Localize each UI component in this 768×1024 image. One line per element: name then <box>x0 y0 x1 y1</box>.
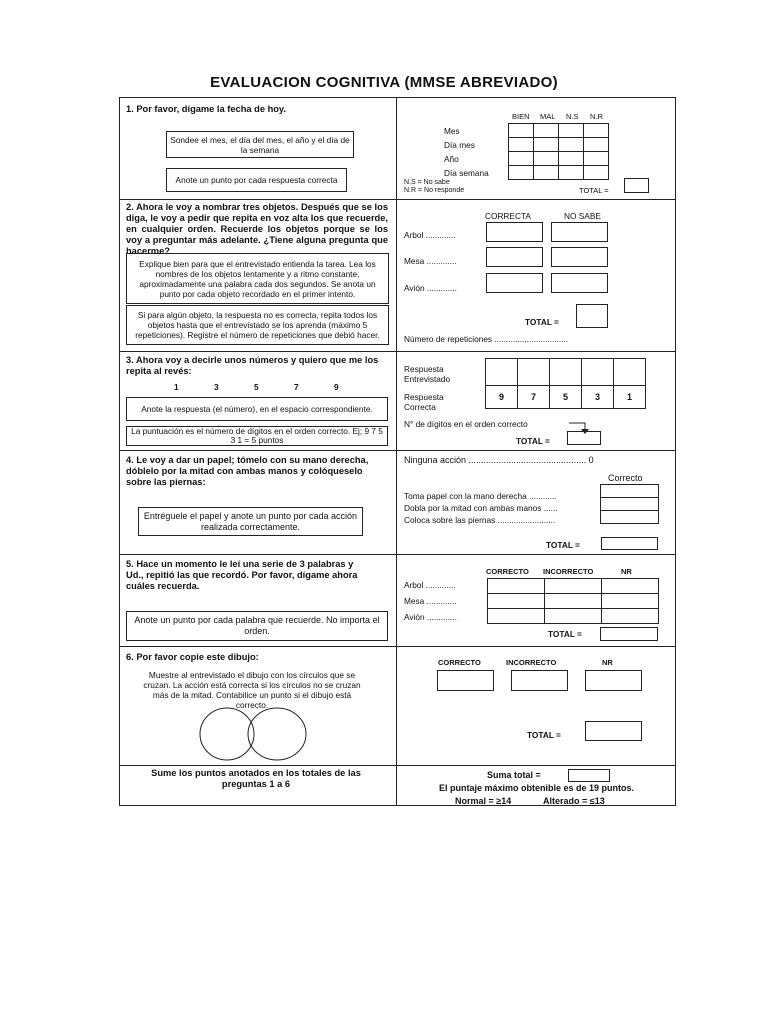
q3-response-label: Respuesta Entrevistado <box>404 364 451 384</box>
q4-question: 4. Le voy a dar un papel; tómelo con su mano derecha, dóblelo por la mitad con ambas manos y colóqueselo sobre las piernas: <box>126 455 369 487</box>
q4-total-box[interactable] <box>601 537 658 550</box>
footer-normal: Normal = ≥14 <box>455 796 512 806</box>
q3-number: 1 <box>174 382 179 392</box>
q3-correct-digit: 5 <box>550 386 582 409</box>
q1-col-nr: N.R <box>590 112 603 121</box>
q3-correct-digit: 7 <box>518 386 550 409</box>
q3-question: 3. Ahora voy a decirle unos números y quiero que me los repita al revés: <box>126 355 379 376</box>
q3-number: 3 <box>214 382 219 392</box>
q4-action: Coloca sobre las piernas ......................... <box>404 515 556 525</box>
q1-row-mes: Mes <box>444 126 460 136</box>
q6-correcto-box[interactable] <box>437 670 494 691</box>
q1-row-dia-semana: Día semana <box>444 168 489 178</box>
q1-total-box[interactable] <box>624 178 649 193</box>
q4-action-grid[interactable] <box>600 484 659 524</box>
section-divider <box>119 554 676 555</box>
q2-item-avion: Avión ............. <box>404 283 457 293</box>
q2-avion-correcta[interactable] <box>486 273 543 293</box>
q1-instruction: Sondee el mes, el día del mes, el año y el día de la semana <box>166 131 354 158</box>
q3-number: 5 <box>254 382 259 392</box>
q4-action: Toma papel con la mano derecha ............ <box>404 491 557 501</box>
q5-col-nr: NR <box>621 567 632 576</box>
q5-col-correcto: CORRECTO <box>486 567 529 576</box>
q1-answer-grid[interactable] <box>508 123 609 180</box>
q5-total-label: TOTAL = <box>548 629 582 639</box>
q1-row-ano: Año <box>444 154 459 164</box>
q5-total-box[interactable] <box>600 627 658 641</box>
q1-note-nr: N.R = No responde <box>404 187 465 194</box>
q2-item-arbol: Arbol ............. <box>404 230 456 240</box>
q5-recall-grid[interactable] <box>487 578 659 624</box>
q6-instruction: Muestre al entrevistado el dibujo con los círculos que se cruzan. La acción está correcta si los círculos no se cruzan más de la mitad. Contabilice un punto si el dibujo está correcto. <box>143 670 361 710</box>
q2-instruction: Explique bien para que el entrevistado entienda la tarea. Lea los nombres de los objetos lentamente y a ritmo constante, aproximadamente una palabra cada dos segundos. Se anota un punto por cada objeto recordado en el primer intento. <box>126 253 389 304</box>
section-divider <box>119 351 676 352</box>
q1-col-bien: BIEN <box>512 112 530 121</box>
q2-col-no-sabe: NO SABE <box>564 211 601 221</box>
footer-suma-label: Suma total = <box>487 770 541 780</box>
q5-instruction: Anote un punto por cada palabra que recuerde. No importa el orden. <box>126 611 388 641</box>
q2-arbol-correcta[interactable] <box>486 222 543 242</box>
q4-action: Dobla por la mitad con ambas manos ...... <box>404 503 558 513</box>
q6-col-correcto: CORRECTO <box>438 658 481 667</box>
q6-total-box[interactable] <box>585 721 642 741</box>
q3-correct-label: Respuesta Correcta <box>404 392 444 412</box>
q6-nr-box[interactable] <box>585 670 642 691</box>
q3-digits-grid[interactable] <box>485 358 646 409</box>
footer-alterado: Alterado = ≤13 <box>543 796 605 806</box>
footer-max-score: El puntaje máximo obtenible es de 19 puntos. <box>438 783 635 793</box>
q2-total-box[interactable] <box>576 304 608 328</box>
q3-number: 9 <box>334 382 339 392</box>
footer-suma-box[interactable] <box>568 769 610 782</box>
q3-scoring-note: La puntuación es el número de dígitos en el orden correcto. Ej; 9 7 5 3 1 = 5 puntos <box>126 426 388 446</box>
q2-repetitions: Número de repeticiones ................................ <box>404 334 569 344</box>
q4-instruction: Entréguele el papel y anote un punto por cada acción realizada correctamente. <box>138 507 363 536</box>
q3-number: 7 <box>294 382 299 392</box>
section-divider <box>119 450 676 451</box>
q2-question: 2. Ahora le voy a nombrar tres objetos. Después que se los diga, le voy a pedir que repita en voz alta los que recuerde, en cualquier orden. Recuerde los objetos porque se los voy a preguntar más adelante. ¿Tiene alguna pregunta que hacerme? <box>126 202 388 256</box>
q5-col-incorrecto: INCORRECTO <box>543 567 594 576</box>
q3-correct-digit: 1 <box>614 386 646 409</box>
q6-col-nr: NR <box>602 658 613 667</box>
q6-col-incorrecto: INCORRECTO <box>506 658 557 667</box>
q1-total-label: TOTAL = <box>579 186 609 195</box>
footer-sum-instruction: Sume los puntos anotados en los totales de las preguntas 1 a 6 <box>151 768 361 789</box>
q2-item-mesa: Mesa ............. <box>404 256 457 266</box>
q1-col-ns: N.S <box>566 112 579 121</box>
q2-arbol-no-sabe[interactable] <box>551 222 608 242</box>
column-divider <box>396 97 397 806</box>
q1-row-dia-mes: Día mes <box>444 140 475 150</box>
section-divider <box>119 199 676 200</box>
q3-correct-digit: 3 <box>582 386 614 409</box>
intersecting-circles-drawing <box>196 704 308 764</box>
q6-question: 6. Por favor copie este dibujo: <box>126 652 259 662</box>
q1-col-mal: MAL <box>540 112 556 121</box>
q4-ninguna: Ninguna acción ............................................... 0 <box>404 455 594 465</box>
section-divider <box>119 765 676 766</box>
q3-digits-label: N° de dígitos en el orden correcto <box>404 419 528 429</box>
q5-item-arbol: Arbol ............. <box>404 580 456 590</box>
q5-item-mesa: Mesa ............. <box>404 596 457 606</box>
q6-total-label: TOTAL = <box>527 730 561 740</box>
q3-correct-digit: 9 <box>486 386 518 409</box>
q3-total-box[interactable] <box>567 431 601 445</box>
page-title: EVALUACION COGNITIVA (MMSE ABREVIADO) <box>210 74 558 91</box>
q5-question: 5. Hace un momento le leí una serie de 3 palabras y Ud., repitió las que recordó. Por favor, dígame ahora cuáles recuerda. <box>126 559 358 591</box>
q6-incorrecto-box[interactable] <box>511 670 568 691</box>
q2-mesa-no-sabe[interactable] <box>551 247 608 267</box>
q1-question: 1. Por favor, dígame la fecha de hoy. <box>126 104 286 114</box>
q1-note-ns: N.S = No sabe <box>404 179 450 186</box>
q3-instruction: Anote la respuesta (el número), en el espacio correspondiente. <box>126 397 388 421</box>
q2-mesa-correcta[interactable] <box>486 247 543 267</box>
section-divider <box>119 646 676 647</box>
q2-total-label: TOTAL = <box>525 317 559 327</box>
q3-total-label: TOTAL = <box>516 436 550 446</box>
q2-avion-no-sabe[interactable] <box>551 273 608 293</box>
q4-correcto: Correcto <box>608 473 643 483</box>
q2-col-correcta: CORRECTA <box>485 211 531 221</box>
q4-total-label: TOTAL = <box>546 540 580 550</box>
q2-repeat-instruction: Si para algún objeto, la respuesta no es correcta, repita todos los objetos hasta que el entrevistado se los aprenda (máximo 5 repeticiones). Registre el número de repeticiones que debió hacer. <box>126 305 389 345</box>
q1-scoring-note: Anote un punto por cada respuesta correcta <box>166 168 347 192</box>
q5-item-avion: Avión ............. <box>404 612 457 622</box>
